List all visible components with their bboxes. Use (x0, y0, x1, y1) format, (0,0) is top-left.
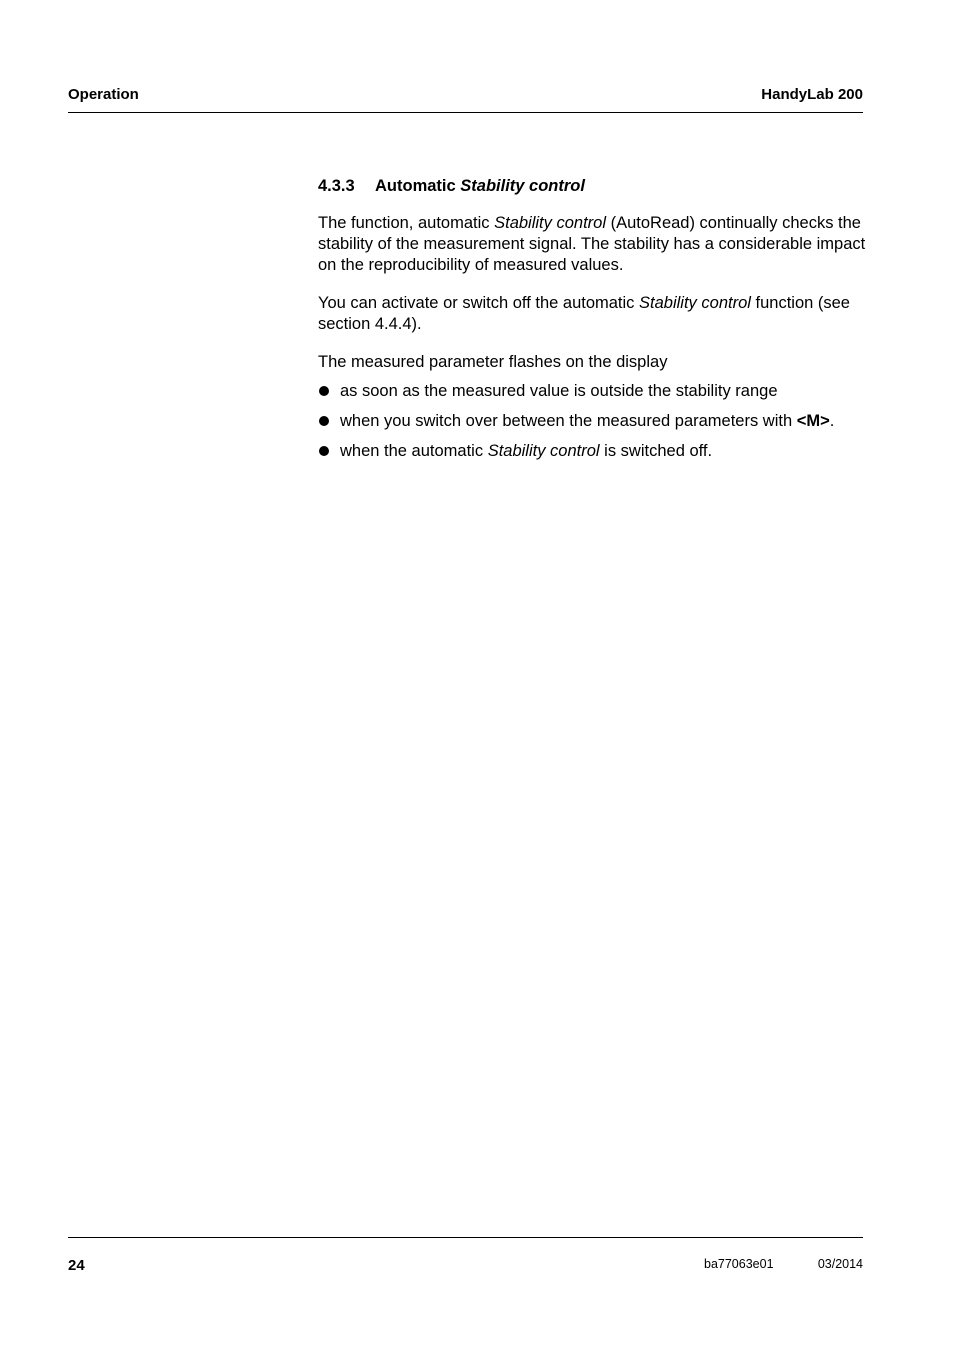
list-item-text: as soon as the measured value is outside the stability range (340, 382, 778, 400)
list-item (318, 441, 866, 462)
section-number: 4.3.3 (318, 177, 355, 195)
list-item-text: when you switch over between the measured parameters with (340, 412, 793, 430)
list-item (318, 411, 866, 432)
main-content (318, 176, 866, 471)
footer-rule (68, 1237, 863, 1238)
bullet-icon (319, 416, 329, 426)
key-label: <M> (796, 412, 830, 430)
list-item (318, 381, 866, 402)
paragraph-text: function (see section 4.4.4). (318, 294, 850, 333)
list-item-text: . (829, 412, 835, 430)
section-heading (318, 176, 866, 197)
paragraph-autoread (318, 213, 866, 276)
document-id: ba77063e01 (704, 1257, 774, 1271)
page-footer (68, 1256, 863, 1276)
paragraph-emphasis: Stability control (639, 294, 751, 312)
list-item-text: when the automatic (340, 442, 484, 460)
page-header (68, 86, 863, 106)
page-number: 24 (68, 1257, 85, 1274)
section-title-plain: Automatic (375, 177, 456, 195)
list-item-emphasis: Stability control (487, 442, 600, 460)
bullet-icon (319, 386, 329, 396)
paragraph-flashes: The measured parameter flashes on the display (318, 353, 668, 371)
paragraph-text: The function, automatic (318, 214, 490, 232)
bullet-list (318, 381, 866, 462)
header-product-name: HandyLab 200 (761, 86, 863, 103)
section-title-italic: Stability control (460, 177, 585, 195)
header-rule (68, 112, 863, 113)
paragraph-activate (318, 293, 866, 335)
list-item-text: is switched off. (604, 442, 713, 460)
paragraph-text: You can activate or switch off the automatic (318, 294, 635, 312)
paragraph-text: (AutoRead) continually checks the stability of the measurement signal. The stability has a considerable impact on the reproducibility of measured values. (318, 214, 866, 274)
bullet-icon (319, 446, 329, 456)
document-date: 03/2014 (817, 1257, 863, 1271)
header-section-title: Operation (68, 86, 139, 103)
paragraph-emphasis: Stability control (494, 214, 606, 232)
